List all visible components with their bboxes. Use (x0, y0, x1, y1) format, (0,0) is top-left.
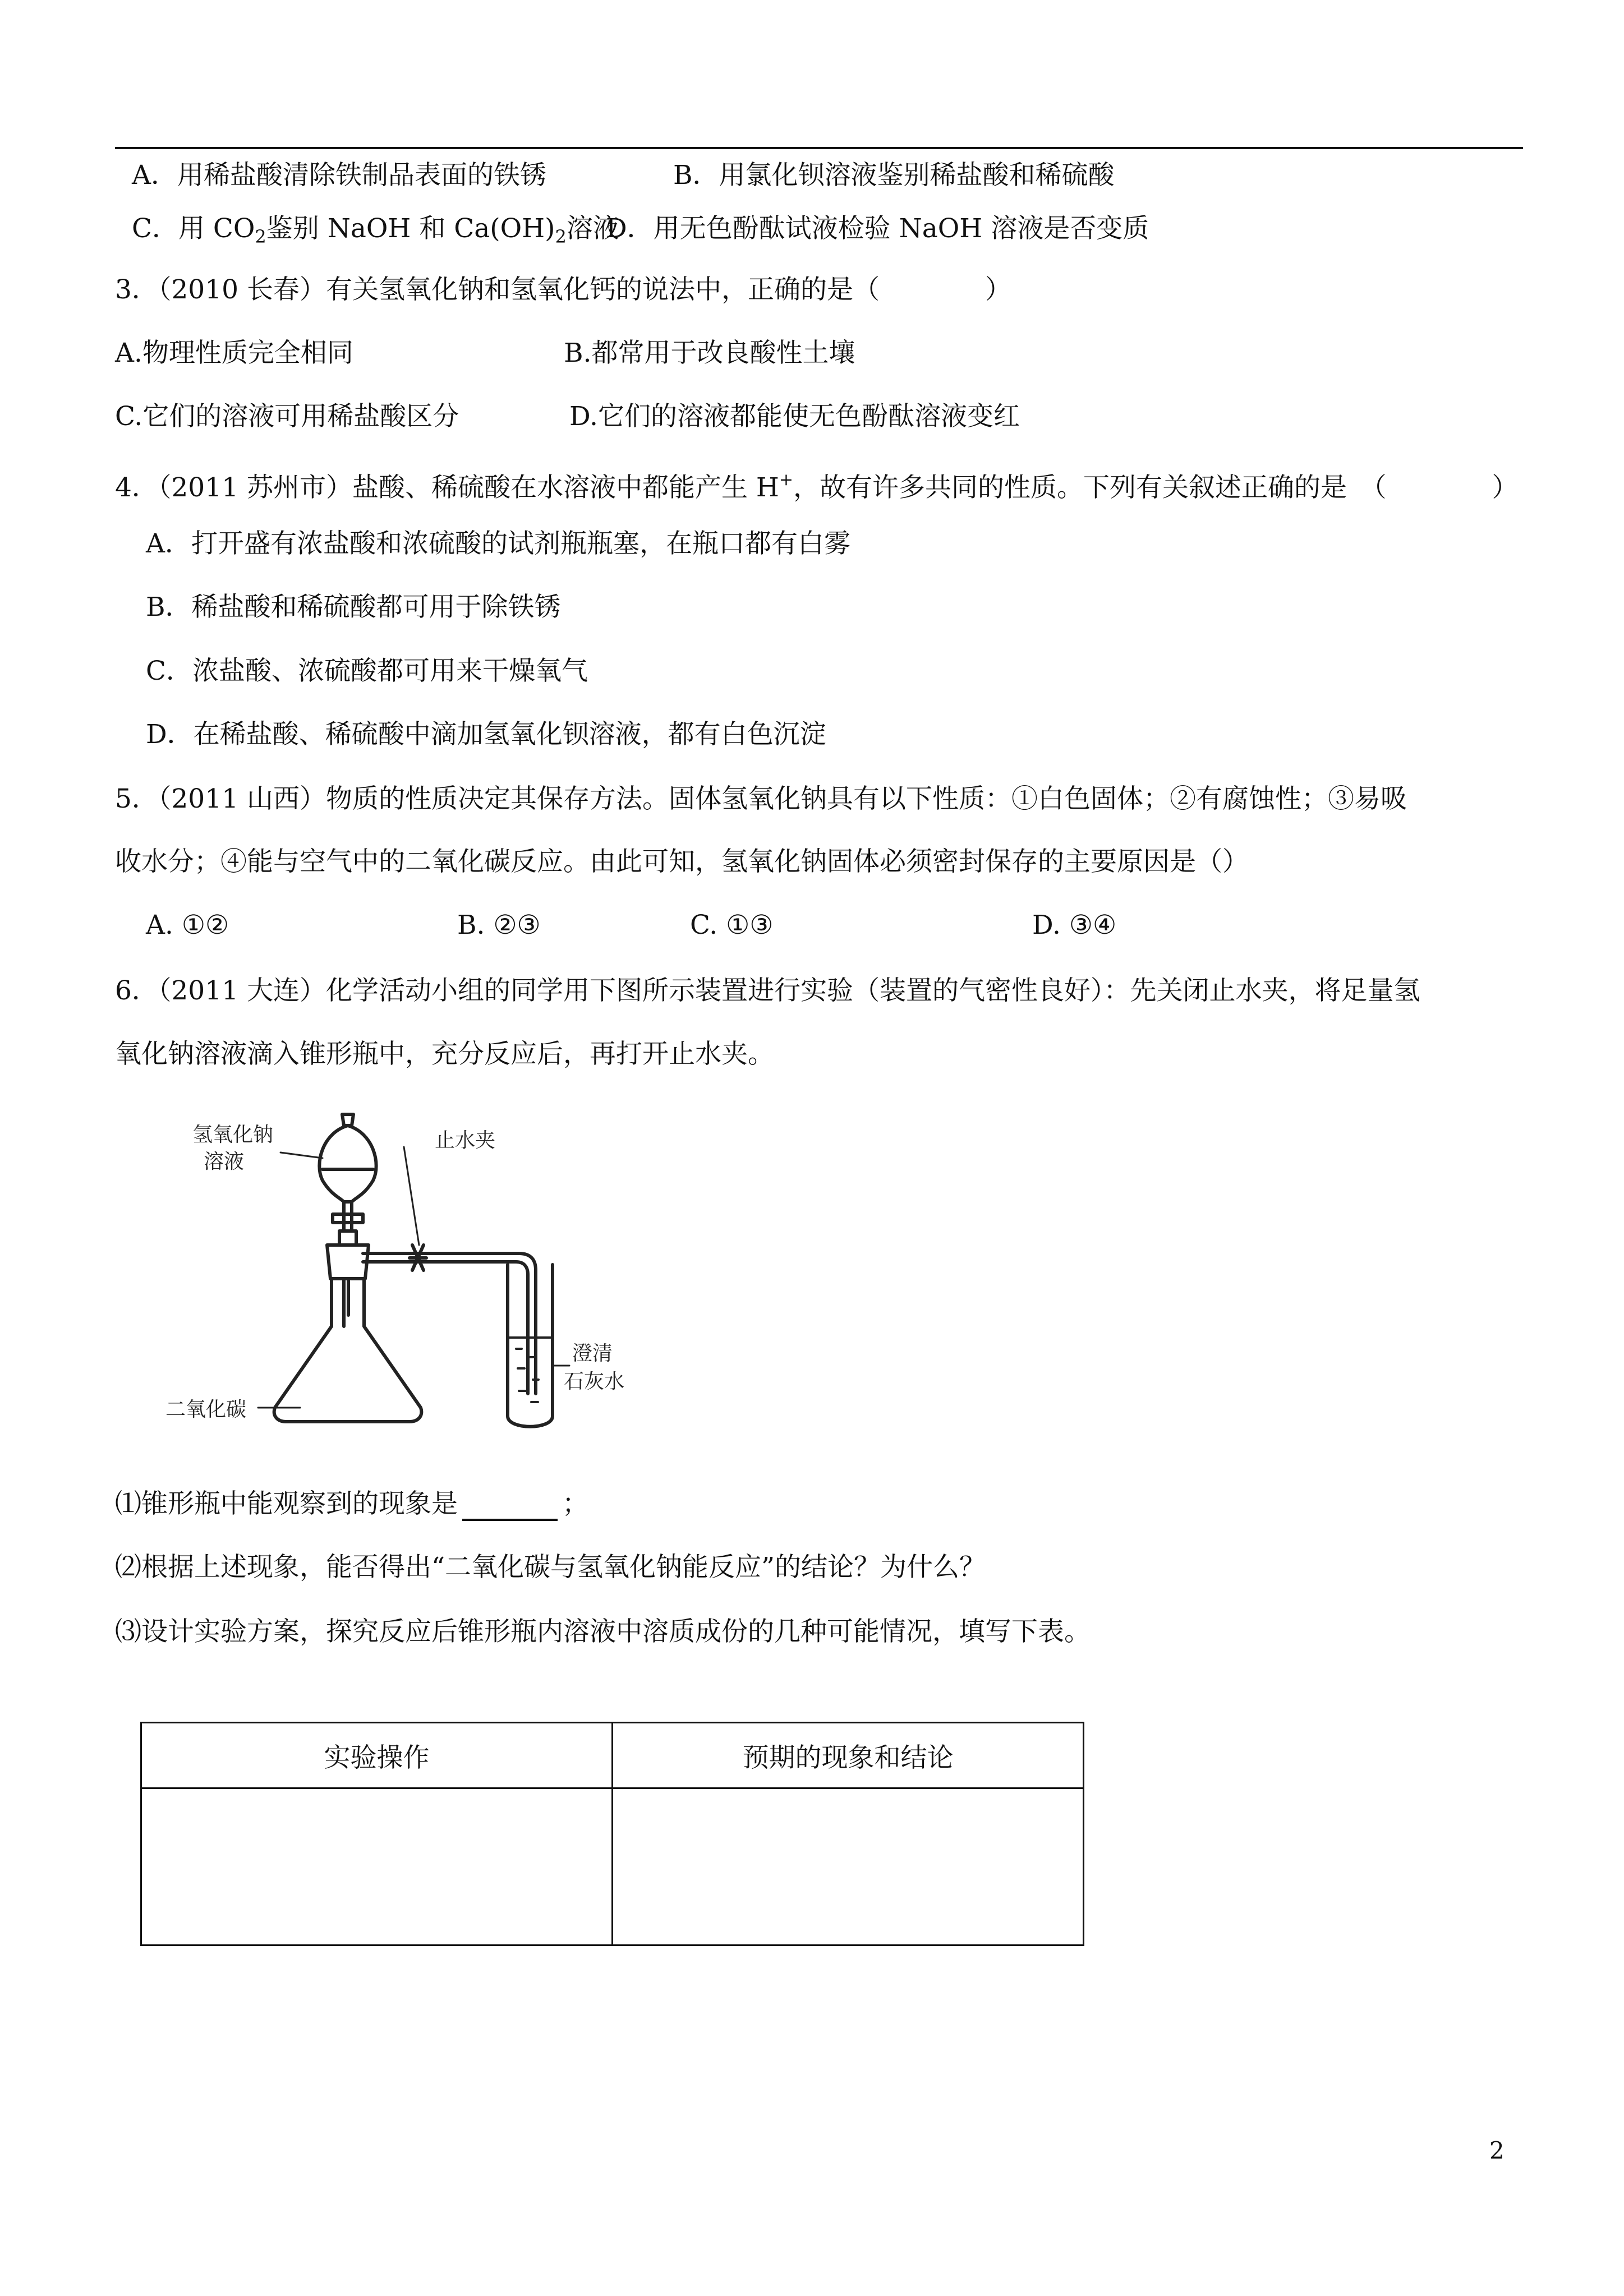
q4-option-c: C．浓盐酸、浓硫酸都可用来干燥氧气 (146, 656, 588, 686)
q5-stem-line2: 收水分；④能与空气中的二氧化碳反应。由此可知，氢氧化钠固体必须密封保存的主要原因是（） (115, 846, 1249, 877)
q3-option-c: C.它们的溶液可用稀盐酸区分 (115, 401, 459, 432)
q6-part1: ⑴锥形瓶中能观察到的现象是 ； (115, 1487, 588, 1521)
q5-option-a: A. ①② (146, 910, 229, 940)
q6-stem-line2: 氧化钠溶液滴入锥形瓶中，充分反应后，再打开止水夹。 (115, 1039, 774, 1069)
delivery-tube (363, 1253, 536, 1394)
q3-option-d: D.它们的溶液都能使无色酚酞溶液变红 (569, 401, 1020, 432)
page-number: 2 (1489, 2137, 1505, 2164)
funnel-bulb (319, 1126, 376, 1202)
table-header-operation: 实验操作 (141, 1723, 613, 1788)
funnel-stopcock (333, 1214, 363, 1223)
table-row (141, 1788, 1084, 1945)
q4-option-a: A．打开盛有浓盐酸和浓硫酸的试剂瓶瓶塞，在瓶口都有白雾 (146, 528, 850, 559)
header-rule (115, 147, 1523, 149)
q4-option-b: B．稀盐酸和稀硫酸都可用于除铁锈 (146, 592, 561, 623)
q3-option-b: B.都常用于改良酸性土壤 (564, 338, 855, 368)
label-water-clamp: 止水夹 (435, 1129, 496, 1152)
q6-stem-line1: 6．（2011 大连）化学活动小组的同学用下图所示装置进行实验（装置的气密性良好）：先关闭止水夹，将足量氢 (115, 975, 1420, 1006)
apparatus-figure (154, 1102, 670, 1439)
label-co2: 二氧化碳 (165, 1398, 247, 1421)
label-naoh-line1: 氢氧化钠 (192, 1123, 274, 1146)
q4-stem: 4．（2011 苏州市）盐酸、稀硫酸在水溶液中都能产生 H+，故有许多共同的性质。下列有关叙述正确的是 （ ） (115, 470, 1519, 503)
label-naoh-line2: 溶液 (204, 1150, 245, 1173)
q3-stem: 3．（2010 长春）有关氢氧化钠和氢氧化钙的说法中，正确的是（ ） (115, 274, 1011, 305)
funnel-stem (344, 1202, 352, 1231)
q2-option-b: B．用氯化钡溶液鉴别稀盐酸和稀硫酸 (673, 160, 1115, 191)
q2-option-c: C．用 $CO_2$鉴别 NaOH 和 $Ca(OH)_2$溶液 (132, 213, 619, 247)
dropper-tube (344, 1279, 348, 1326)
test-tube (508, 1265, 553, 1427)
q3-option-a: A.物理性质完全相同 (115, 338, 353, 368)
q6-part3: ⑶设计实验方案，探究反应后锥形瓶内溶液中溶质成份的几种可能情况，填写下表。 (115, 1616, 1091, 1647)
q5-option-b: B. ②③ (457, 910, 541, 940)
table-cell-expected[interactable] (613, 1788, 1084, 1945)
answer-blank[interactable] (462, 1491, 558, 1521)
q5-option-d: D. ③④ (1032, 910, 1117, 940)
q2-option-a: A．用稀盐酸清除铁制品表面的铁锈 (132, 160, 546, 191)
q6-part2: ⑵根据上述现象，能否得出“二氧化碳与氢氧化钠能反应”的结论？为什么？ (115, 1552, 986, 1583)
q4-option-d: D．在稀盐酸、稀硫酸中滴加氢氧化钡溶液，都有白色沉淀 (146, 719, 826, 750)
q5-option-c: C. ①③ (690, 910, 774, 940)
table-header-expected: 预期的现象和结论 (613, 1723, 1084, 1788)
experiment-table (140, 1722, 1084, 1946)
label-lime-water-line1: 澄清 (572, 1342, 613, 1365)
table-header-row (141, 1723, 1084, 1788)
table-cell-operation[interactable] (141, 1788, 613, 1945)
q2-option-d: D．用无色酚酞试液检验 NaOH 溶液是否变质 (606, 213, 1149, 244)
q5-stem-line1: 5．（2011 山西）物质的性质决定其保存方法。固体氢氧化钠具有以下性质：①白色固体；②有腐蚀性；③易吸 (115, 783, 1407, 814)
label-lime-water-line2: 石灰水 (564, 1370, 625, 1393)
